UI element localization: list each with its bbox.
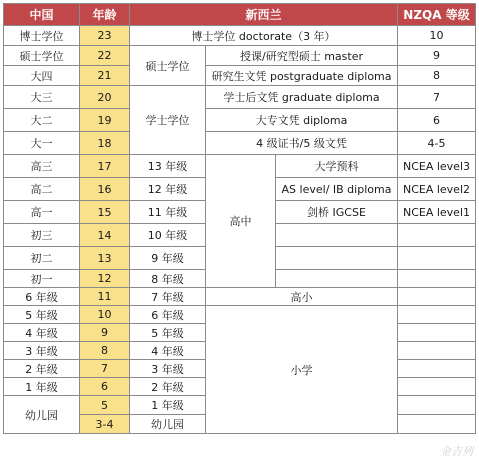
nz-grade-cell: 4 年级 — [130, 342, 206, 360]
nz-cell: 剑桥 IGCSE — [276, 201, 398, 224]
table-row — [4, 288, 476, 306]
china-cell: 初三 — [4, 224, 80, 247]
primary-group: 小学 — [206, 306, 398, 434]
china-cell: 大四 — [4, 66, 80, 86]
header-age: 年龄 — [80, 4, 130, 26]
age-cell: 14 — [80, 224, 130, 247]
china-cell: 初二 — [4, 247, 80, 270]
age-cell: 11 — [80, 288, 130, 306]
age-cell: 7 — [80, 360, 130, 378]
age-cell: 5 — [80, 396, 130, 415]
nz-cell: 授课/研究型硕士 master — [206, 46, 398, 66]
age-cell: 21 — [80, 66, 130, 86]
nz-cell: 研究生文凭 postgraduate diploma — [206, 66, 398, 86]
header-nzqa-level: NZQA 等级 — [398, 4, 476, 26]
empty-cell — [398, 342, 476, 360]
nz-cell: 学士后文凭 graduate diploma — [206, 86, 398, 109]
empty-cell — [398, 247, 476, 270]
age-cell: 16 — [80, 178, 130, 201]
header-new-zealand: 新西兰 — [130, 4, 398, 26]
nz-grade-cell: 10 年级 — [130, 224, 206, 247]
age-cell: 17 — [80, 155, 130, 178]
empty-cell — [398, 306, 476, 324]
age-cell: 22 — [80, 46, 130, 66]
age-cell: 19 — [80, 109, 130, 132]
nz-grade-cell: 11 年级 — [130, 201, 206, 224]
empty-cell — [398, 360, 476, 378]
nz-grade-cell: 5 年级 — [130, 324, 206, 342]
nz-cell: AS level/ IB diploma — [276, 178, 398, 201]
nzqa-cell: 6 — [398, 109, 476, 132]
table-row — [4, 86, 476, 109]
empty-cell — [276, 270, 398, 288]
nz-grade-cell: 2 年级 — [130, 378, 206, 396]
china-cell: 初一 — [4, 270, 80, 288]
china-cell: 2 年级 — [4, 360, 80, 378]
empty-cell — [398, 224, 476, 247]
table-row — [4, 155, 476, 178]
age-cell: 18 — [80, 132, 130, 155]
empty-cell — [398, 324, 476, 342]
nzqa-cell: NCEA level1 — [398, 201, 476, 224]
empty-cell — [398, 396, 476, 415]
empty-cell — [398, 288, 476, 306]
nz-grade-cell: 幼儿园 — [130, 415, 206, 434]
nz-cell: 博士学位 doctorate（3 年） — [130, 26, 398, 46]
header-china: 中国 — [4, 4, 80, 26]
china-cell: 高一 — [4, 201, 80, 224]
high-school-group: 高中 — [206, 155, 276, 288]
nzqa-cell: 7 — [398, 86, 476, 109]
table-row — [4, 109, 476, 132]
upper-primary-group: 高小 — [206, 288, 398, 306]
age-cell: 23 — [80, 26, 130, 46]
age-cell: 8 — [80, 342, 130, 360]
nz-cell: 4 级证书/5 级文凭 — [206, 132, 398, 155]
china-cell: 高二 — [4, 178, 80, 201]
china-cell: 博士学位 — [4, 26, 80, 46]
nzqa-cell: 4-5 — [398, 132, 476, 155]
table-row — [4, 306, 476, 324]
nz-grade-cell: 13 年级 — [130, 155, 206, 178]
nz-grade-cell: 1 年级 — [130, 396, 206, 415]
table-row — [4, 132, 476, 155]
table-row — [4, 66, 476, 86]
bachelor-degree-group: 学士学位 — [130, 86, 206, 155]
china-cell: 幼儿园 — [4, 396, 80, 434]
empty-cell — [398, 415, 476, 434]
nz-grade-cell: 12 年级 — [130, 178, 206, 201]
nz-grade-cell: 6 年级 — [130, 306, 206, 324]
nzqa-cell: NCEA level3 — [398, 155, 476, 178]
empty-cell — [276, 247, 398, 270]
nz-grade-cell: 3 年级 — [130, 360, 206, 378]
china-cell: 大一 — [4, 132, 80, 155]
empty-cell — [276, 224, 398, 247]
china-cell: 5 年级 — [4, 306, 80, 324]
table-row — [4, 26, 476, 46]
age-cell: 13 — [80, 247, 130, 270]
nzqa-cell: 8 — [398, 66, 476, 86]
china-cell: 大三 — [4, 86, 80, 109]
age-cell: 12 — [80, 270, 130, 288]
nzqa-cell: NCEA level2 — [398, 178, 476, 201]
nz-grade-cell: 8 年级 — [130, 270, 206, 288]
nz-cell: 大学预科 — [276, 155, 398, 178]
age-cell: 9 — [80, 324, 130, 342]
nzqa-cell: 9 — [398, 46, 476, 66]
china-cell: 6 年级 — [4, 288, 80, 306]
nz-cell: 大专文凭 diploma — [206, 109, 398, 132]
education-comparison-table — [3, 3, 476, 434]
age-cell: 10 — [80, 306, 130, 324]
empty-cell — [398, 270, 476, 288]
nz-grade-cell: 9 年级 — [130, 247, 206, 270]
china-cell: 3 年级 — [4, 342, 80, 360]
age-cell: 20 — [80, 86, 130, 109]
nzqa-cell: 10 — [398, 26, 476, 46]
age-cell: 15 — [80, 201, 130, 224]
china-cell: 4 年级 — [4, 324, 80, 342]
age-cell: 6 — [80, 378, 130, 396]
table-row — [4, 46, 476, 66]
empty-cell — [398, 378, 476, 396]
china-cell: 大二 — [4, 109, 80, 132]
nz-grade-cell: 7 年级 — [130, 288, 206, 306]
age-cell: 3-4 — [80, 415, 130, 434]
china-cell: 高三 — [4, 155, 80, 178]
master-degree-group: 硕士学位 — [130, 46, 206, 86]
watermark-logo: 金吉列 — [440, 445, 473, 458]
china-cell: 硕士学位 — [4, 46, 80, 66]
china-cell: 1 年级 — [4, 378, 80, 396]
